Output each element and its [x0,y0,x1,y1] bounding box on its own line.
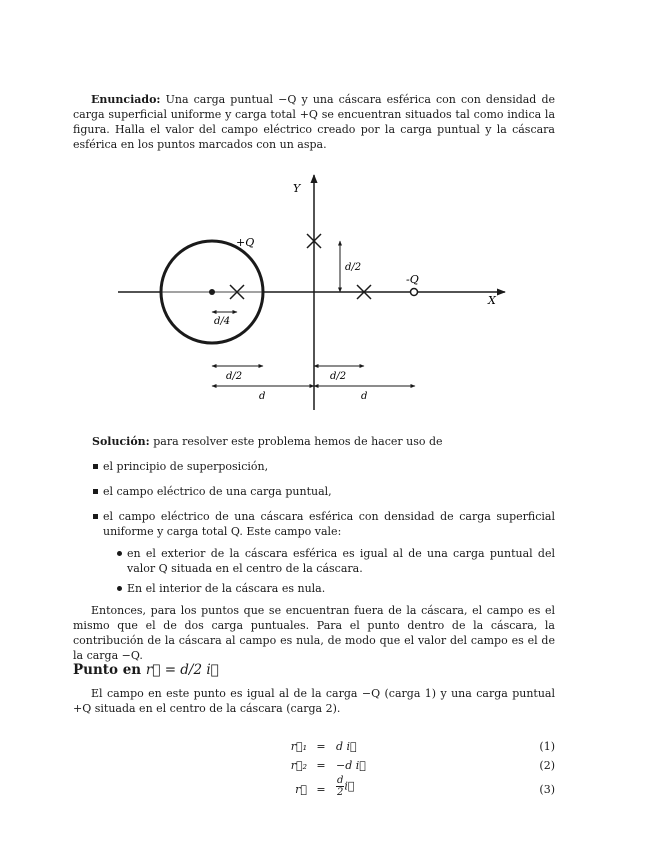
shell-center-dot [209,289,215,295]
point-charge-marker [411,289,418,296]
right-d-label: d [361,391,368,402]
point-charge-label: -Q [406,273,419,286]
equation-rhs: d i⃗ [336,740,357,753]
equation-number: (2) [539,759,555,772]
list-item: el campo eléctrico de una carga puntual, [93,484,555,499]
left-d-label: d [259,391,266,402]
vertical-d2-label: d/2 [345,262,362,273]
list-item: el campo eléctrico de una cáscara esférica con densidad de carga superficial uniforme y carga total Q. Este campo vale: [93,509,555,539]
enunciado-label: Enunciado: [91,93,161,106]
equation-number: (3) [539,783,555,796]
equation-rhs [336,775,355,798]
equation-number: (1) [539,740,555,753]
section-heading [73,662,219,678]
sublist-item: en el exterior de la cáscara esférica es igual al de una carga puntual del valor Q situada en el centro de la cáscara. [117,546,555,576]
fraction-numerator: d [337,775,344,786]
equation-row [0,740,655,756]
solution-sublist [117,546,555,601]
fraction-denominator: 2 [337,787,344,798]
left-d2-label: d/2 [226,371,243,382]
equation-lhs: r⃗₁ [290,740,307,753]
equation-equals: = [316,740,326,753]
equation-lhs: r⃗ [295,783,307,796]
problem-statement [73,92,555,152]
equation-lhs: r⃗₂ [290,759,307,772]
y-axis-label: Y [293,182,301,195]
section-title-math: r⃗ = d/2 i⃗ [145,662,219,678]
solution-list [93,459,555,549]
equation-equals: = [316,783,326,796]
solucion-text: para resolver este problema hemos de hacer uso de [153,435,443,448]
enunciado-text: Una carga puntual −Q y una cáscara esférica con con densidad de carga superficial uniforme y carga total +Q se encuentran situados tal como indica la figura. Halla el valor del campo eléctrico creado por la carga puntual y la cáscara esférica en los puntos marcados con un aspa. [73,93,556,151]
list-item: el principio de superposición, [93,459,555,474]
d4-dimension-label: d/4 [214,316,231,327]
shell-charge-label: +Q [236,236,255,249]
equation-rhs: −d i⃗ [336,759,366,772]
equation-row [0,759,655,775]
right-d2-label: d/2 [330,371,347,382]
solution-intro [92,434,555,449]
x-axis-label: X [488,294,496,307]
entonces-paragraph: Entonces, para los puntos que se encuentran fuera de la cáscara, el campo es el mismo que el de dos carga puntuales. Para el punto dentro de la cáscara, la contribución de la cáscara al campo es nula, de modo que el valor del campo es el de la carga −Q. [73,604,555,662]
campo-paragraph: El campo en este punto es igual al de la carga −Q (carga 1) y una carga puntual +Q situada en el centro de la cáscara (carga 2). [73,687,555,715]
problem-figure [0,165,655,420]
equation-rhs-tail: i⃗ [344,779,355,793]
equation-row [0,775,655,803]
equation-equals: = [316,759,326,772]
solucion-label: Solución: [92,435,150,448]
section-title-prefix: Punto en [73,662,142,678]
sublist-item: En el interior de la cáscara es nula. [117,581,555,596]
